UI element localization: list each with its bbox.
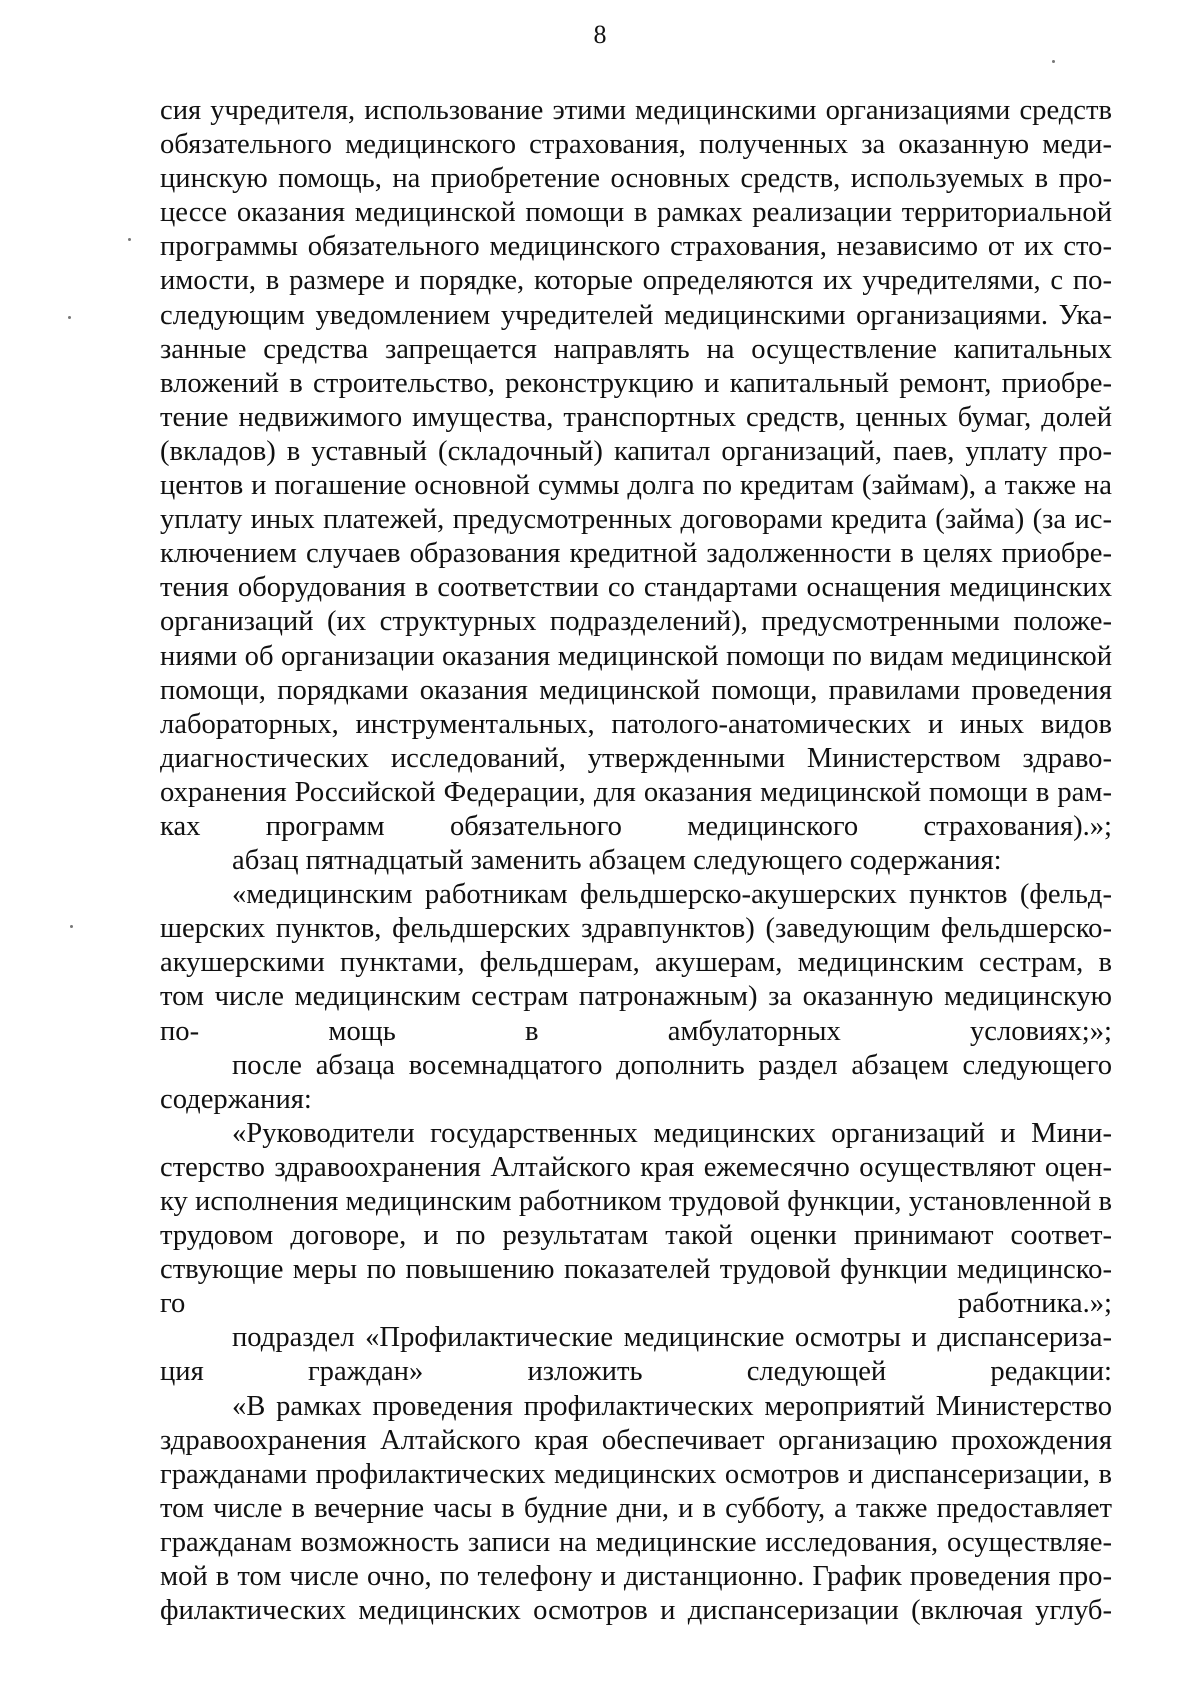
text-line: подраздел «Профилактические медицинские осмотры и диспансериза-: [232, 1322, 1112, 1354]
scan-speck: [68, 316, 71, 319]
text-line: тения оборудования в соответствии со стандартами оснащения медицинских: [160, 572, 1112, 604]
text-line: «Руководители государственных медицинских организаций и Мини-: [232, 1117, 1112, 1149]
paragraph-subsection-title: [160, 1321, 1112, 1389]
text-line: вложений в строительство, реконструкцию и капитальный ремонт, приобре-: [160, 367, 1112, 399]
text-line: программы обязательного медицинского страхования, независимо от их сто-: [160, 231, 1112, 263]
text-line: ку исполнения медицинским работником трудовой функции, установленной: [160, 1186, 1092, 1217]
text-line: «В рамках проведения профилактических мероприятий Министерство: [232, 1390, 1112, 1422]
text-line: ция граждан» изложить следующей редакции:: [160, 1356, 1112, 1388]
paragraph-heads-of-organizations: [160, 1117, 1112, 1322]
text-line: лабораторных, инструментальных, патолого-анатомических и иных видов: [160, 708, 1112, 740]
text-line: филактических медицинских осмотров и диспансеризации (включая углуб-: [160, 1595, 1112, 1627]
scan-speck: [128, 238, 131, 241]
text-line: здравоохранения Алтайского края обеспечивает организацию прохождения: [160, 1424, 1112, 1456]
document-body: [160, 94, 1112, 1628]
text-line: цинскую помощь, на приобретение основных средств, используемых в про-: [160, 163, 1112, 195]
text-line: шерских пунктов, фельдшерских здравпунктов) (заведующим фельдшерско-: [160, 913, 1112, 945]
text-line: имости, в размере и порядке, которые определяются их учредителями, с по-: [160, 265, 1112, 297]
text-line: занные средства запрещается направлять на осуществление капитальных: [160, 333, 1112, 365]
text-line: ствующие меры по повышению показателей трудовой функции медицинско-: [160, 1254, 1112, 1286]
page-number: 8: [593, 20, 607, 49]
text-line: в трудовом договоре, и по результатам такой оценки принимают соответ-: [160, 1186, 1112, 1252]
paragraph-medical-workers: [160, 878, 1112, 1048]
scan-speck: [70, 925, 73, 928]
paragraph-replace-fifteenth: [160, 844, 1112, 878]
text-line: мой в том числе очно, по телефону и дистанционно. График проведения про-: [160, 1561, 1112, 1593]
text-line: гражданами профилактических медицинских осмотров и диспансеризации, в: [160, 1458, 1112, 1490]
text-line: го работника.»;: [160, 1288, 1112, 1320]
text-line: охранения Российской Федерации, для оказания медицинской помощи в рам-: [160, 776, 1112, 808]
text-line: помощи, порядками оказания медицинской помощи, правилами проведения: [160, 674, 1112, 706]
text-line: «медицинским работникам фельдшерско-акушерских пунктов (фельд-: [232, 879, 1112, 911]
text-line: (вкладов) в уставный (складочный) капитал организаций, паев, уплату про-: [160, 435, 1112, 467]
paragraph-after-eighteenth: [160, 1049, 1112, 1117]
text-line: после абзаца восемнадцатого дополнить раздел абзацем следующего: [232, 1049, 1112, 1081]
text-line: сия учредителя, использование этими медицинскими организациями средств: [160, 95, 1112, 126]
text-line: тение недвижимого имущества, транспортных средств, ценных бумаг, долей: [160, 401, 1112, 433]
text-line: следующим уведомлением учредителей медицинскими организациями. Ука-: [160, 299, 1112, 331]
text-line: обязательного медицинского страхования, полученных за оказанную меди-: [160, 129, 1112, 161]
text-line: числе медицинским сестрам патронажным) за оказанную медицинскую по-: [160, 981, 1112, 1047]
text-line: том числе в вечерние часы в будние дни, и в субботу, а также предоставляет: [160, 1492, 1112, 1524]
paragraph-continuation: [160, 94, 1112, 844]
text-line: ках программ обязательного медицинского страхования).»;: [160, 810, 1112, 842]
text-line: цессе оказания медицинской помощи в рамках реализации территориальной: [160, 197, 1112, 229]
text-line: содержания:: [160, 1083, 312, 1115]
paragraph-preventive-measures: [160, 1390, 1112, 1629]
scan-speck: [1052, 60, 1055, 63]
text-line: гражданам возможность записи на медицинские исследования, осуществляе-: [160, 1526, 1112, 1558]
text-line: диагностических исследований, утвержденными Министерством здраво-: [160, 742, 1112, 774]
text-line: центов и погашение основной суммы долга по кредитам (займам), а также на: [160, 470, 1112, 502]
text-line: организаций (их структурных подразделений), предусмотренными положе-: [160, 606, 1112, 638]
text-line: мощь в амбулаторных условиях;»;: [328, 1015, 1112, 1047]
text-line: акушерскими пунктами, фельдшерам, акушерам, медицинским сестрам, в том: [160, 947, 1112, 1013]
text-line: абзац пятнадцатый заменить абзацем следующего содержания:: [232, 845, 1002, 877]
text-line: ниями об организации оказания медицинской помощи по видам медицинской: [160, 640, 1112, 672]
text-line: ключением случаев образования кредитной задолженности в целях приобре-: [160, 538, 1112, 570]
text-line: уплату иных платежей, предусмотренных договорами кредита (займа) (за ис-: [160, 504, 1112, 536]
text-line: стерство здравоохранения Алтайского края ежемесячно осуществляют оцен-: [160, 1151, 1112, 1183]
